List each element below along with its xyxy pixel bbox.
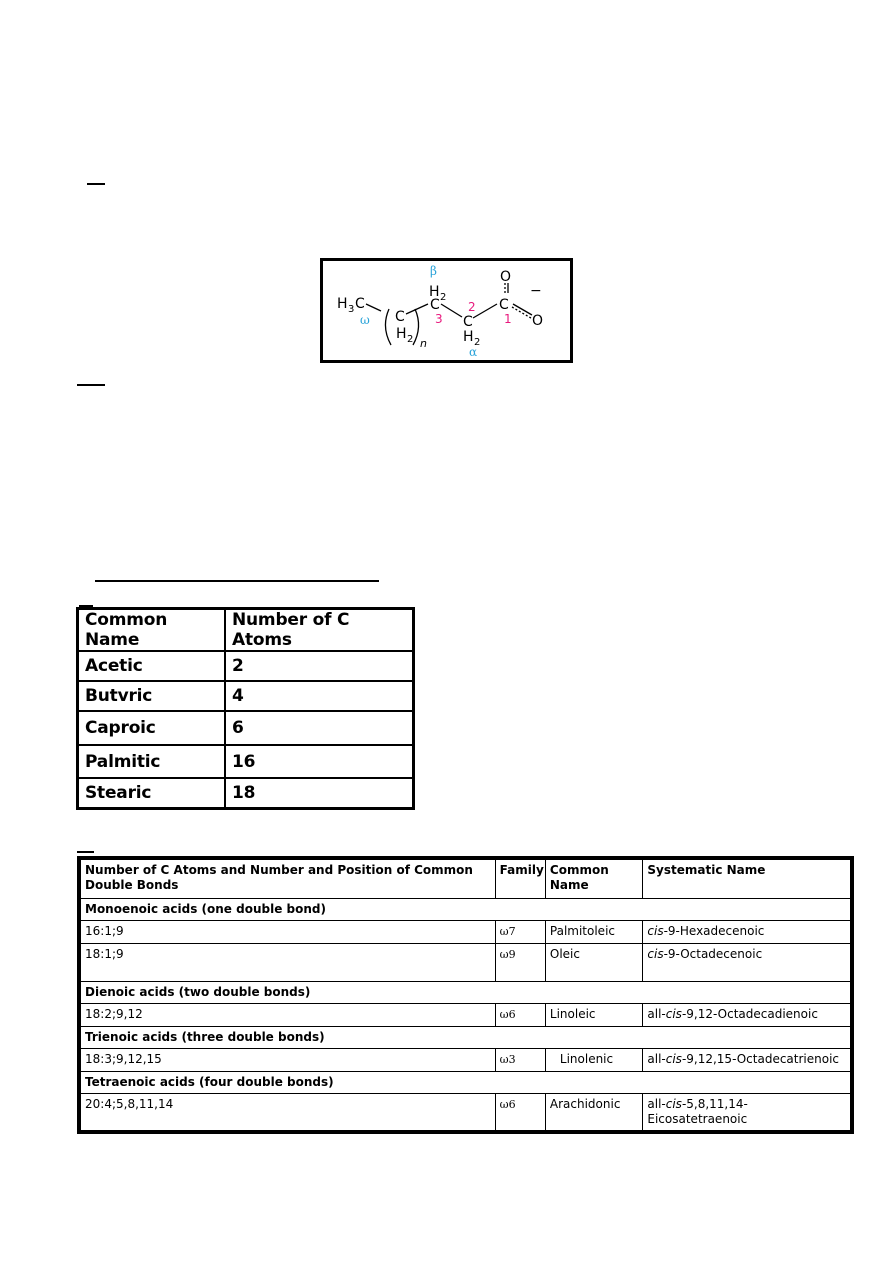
table-row (79, 1093, 852, 1132)
table-row (78, 651, 414, 681)
cis-prefix: cis (665, 1096, 682, 1111)
repeat-c: C (395, 309, 405, 325)
h3c-c: C (355, 296, 365, 312)
family-cell: ω3 (495, 1048, 545, 1071)
carbon-number-3: 3 (435, 312, 443, 326)
common-name-cell: Arachidonic (545, 1093, 643, 1132)
h2-bot-h: H (463, 329, 474, 345)
carbon-count-cell: 2 (225, 651, 414, 681)
omega-label: ω (360, 313, 370, 327)
heading-underline-1 (87, 183, 105, 185)
repeat-sub: 2 (407, 334, 414, 345)
h2-bot-sub: 2 (474, 337, 481, 348)
group-title: Tetraenoic acids (four double bonds) (79, 1071, 852, 1093)
systematic-rest: -9,12,15-Octadecatrienoic (681, 1051, 840, 1066)
family-cell: ω7 (495, 920, 545, 943)
common-name-cell: Butvric (78, 681, 226, 711)
h2-top-h: H (429, 284, 440, 300)
group-title: Dienoic acids (two double bonds) (79, 981, 852, 1003)
systematic-name-cell (643, 943, 852, 981)
heading-underline-2 (77, 384, 105, 386)
fatty-acid-structure-figure (320, 258, 573, 363)
o-right-atom: O (532, 313, 544, 329)
systematic-name-cell (643, 1048, 852, 1071)
systematic-name-cell (643, 1003, 852, 1026)
all-prefix: all- (647, 1096, 666, 1111)
col-header-systematic-name: Systematic Name (643, 858, 852, 898)
carbon-number-1: 1 (504, 312, 512, 326)
atoms-cell: 16:1;9 (79, 920, 495, 943)
table-row (78, 681, 414, 711)
all-prefix: all- (647, 1006, 666, 1021)
repeat-h: H (396, 326, 407, 342)
carbon-count-cell: 6 (225, 711, 414, 745)
col-header-atoms-bonds: Number of C Atoms and Number and Position of Common Double Bonds (79, 858, 495, 898)
group-title: Monoenoic acids (one double bond) (79, 898, 852, 920)
col-header-family: Family (495, 858, 545, 898)
carbon-number-2: 2 (468, 300, 476, 314)
col-header-carbon-atoms: Number of C Atoms (225, 609, 414, 652)
cis-prefix: cis (665, 1006, 682, 1021)
cis-prefix: cis (665, 1051, 682, 1066)
beta-label: β (430, 264, 437, 278)
common-name-cell: Caproic (78, 711, 226, 745)
family-cell: ω9 (495, 943, 545, 981)
family-cell: ω6 (495, 1093, 545, 1132)
table-row (79, 1048, 852, 1071)
unsaturated-fatty-acids-table (77, 856, 854, 1134)
common-name-cell: Linolenic (545, 1048, 643, 1071)
o-top-atom: O (500, 269, 512, 285)
systematic-rest: -9-Octadecenoic (663, 946, 763, 961)
charge-sign: − (530, 283, 542, 299)
c2-atom: C (463, 314, 473, 330)
heading-underline-3 (95, 580, 379, 582)
atoms-cell: 18:3;9,12,15 (79, 1048, 495, 1071)
table-row (79, 1003, 852, 1026)
h3c-sub: 3 (348, 304, 355, 315)
c3-atom: C (430, 297, 440, 313)
family-cell: ω6 (495, 1003, 545, 1026)
atoms-cell: 18:2;9,12 (79, 1003, 495, 1026)
carbon-count-cell: 16 (225, 745, 414, 778)
systematic-name-cell (643, 920, 852, 943)
group-row-trienoic (79, 1026, 852, 1048)
table-row (79, 920, 852, 943)
col-header-common-name: Common Name (78, 609, 226, 652)
carbon-count-cell: 4 (225, 681, 414, 711)
cis-prefix: cis (647, 946, 664, 961)
systematic-name-cell (643, 1093, 852, 1132)
heading-underline-5 (77, 851, 94, 853)
systematic-rest: -9-Hexadecenoic (663, 923, 765, 938)
group-row-tetraenoic (79, 1071, 852, 1093)
col-header-common-name: Common Name (545, 858, 643, 898)
table-header-row (78, 609, 414, 652)
table-row (78, 778, 414, 809)
structure-svg (323, 261, 570, 360)
table-row (78, 745, 414, 778)
table-row (79, 943, 852, 981)
atoms-cell: 20:4;5,8,11,14 (79, 1093, 495, 1132)
group-row-dienoic (79, 981, 852, 1003)
h3c-h: H (337, 296, 348, 312)
fatty-acid-carbon-table (76, 607, 415, 810)
common-name-cell: Oleic (545, 943, 643, 981)
group-row-monoenoic (79, 898, 852, 920)
systematic-rest: -9,12-Octadecadienoic (681, 1006, 818, 1021)
common-name-cell: Acetic (78, 651, 226, 681)
repeat-n: n (420, 337, 427, 350)
c1-atom: C (499, 297, 509, 313)
cis-prefix: cis (647, 923, 664, 938)
group-title: Trienoic acids (three double bonds) (79, 1026, 852, 1048)
carbon-count-cell: 18 (225, 778, 414, 809)
all-prefix: all- (647, 1051, 666, 1066)
common-name-cell: Palmitic (78, 745, 226, 778)
systematic-rest: -5,8,11,14-Eicosatetraenoic (647, 1096, 748, 1126)
table-header-row (79, 858, 852, 898)
h2-top-sub: 2 (440, 292, 447, 303)
table-row (78, 711, 414, 745)
atoms-cell: 18:1;9 (79, 943, 495, 981)
common-name-cell: Linoleic (545, 1003, 643, 1026)
alpha-label: α (469, 345, 478, 359)
common-name-cell: Stearic (78, 778, 226, 809)
common-name-cell: Palmitoleic (545, 920, 643, 943)
